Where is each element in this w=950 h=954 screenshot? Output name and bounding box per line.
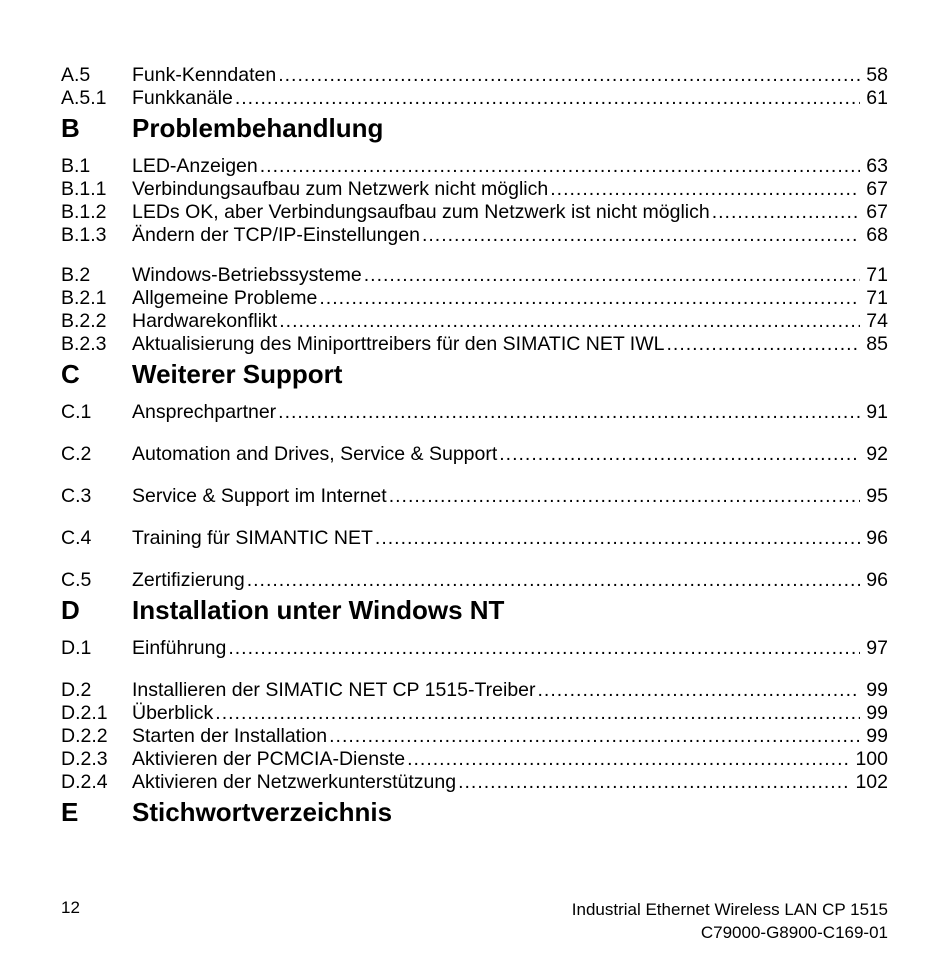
toc-leader-dots	[278, 401, 860, 424]
chapter-heading-b[interactable]	[61, 110, 888, 146]
chapter-title: Problembehandlung	[132, 113, 384, 143]
toc-entry-number: B.2.2	[61, 310, 107, 332]
toc-leader-dots	[499, 443, 860, 466]
chapter-title: Weiterer Support	[132, 359, 343, 389]
toc-leader-dots	[278, 64, 860, 87]
toc-leader-dots	[550, 178, 860, 201]
toc-leader-dots	[319, 287, 860, 310]
toc-entry-title: Funkkanäle	[132, 87, 233, 109]
toc-entry-page: 63	[866, 155, 888, 177]
toc-entry-c4[interactable]	[61, 527, 888, 550]
toc-entry-title: Windows-Betriebssysteme	[132, 264, 362, 286]
toc-entry-d21[interactable]	[61, 702, 888, 725]
toc-entry-title: Service & Support im Internet	[132, 485, 387, 507]
toc-entry-page: 99	[866, 702, 888, 724]
toc-entry-number: B.2	[61, 264, 91, 286]
toc-leader-dots	[329, 725, 860, 748]
toc-entry-number: B.1.2	[61, 201, 107, 223]
chapter-heading-e[interactable]	[61, 794, 888, 830]
toc-entry-title: Installieren der SIMATIC NET CP 1515-Treiber	[132, 679, 536, 701]
footer-product-info	[572, 898, 888, 944]
footer-order-number: C79000-G8900-C169-01	[700, 923, 888, 942]
chapter-title: Installation unter Windows NT	[132, 595, 505, 625]
toc-entry-page: 99	[866, 679, 888, 701]
footer-product-name: Industrial Ethernet Wireless LAN CP 1515	[571, 900, 888, 919]
toc-entry-page: 92	[866, 443, 888, 465]
toc-entry-page: 74	[866, 310, 888, 332]
toc-entry-number: D.1	[61, 637, 92, 659]
toc-entry-number: D.2.4	[61, 771, 108, 793]
toc-entry-title: Starten der Installation	[132, 725, 328, 747]
toc-entry-number: A.5.1	[61, 87, 107, 109]
chapter-letter: D	[61, 595, 80, 625]
toc-leader-dots	[247, 569, 861, 592]
chapter-heading-d[interactable]	[61, 592, 888, 628]
toc-leader-dots	[228, 637, 860, 660]
toc-entry-number: A.5	[61, 64, 91, 86]
chapter-letter: E	[61, 797, 79, 827]
toc-entry-number: B.1	[61, 155, 91, 177]
chapter-letter: B	[61, 113, 80, 143]
toc-entry-page: 99	[866, 725, 888, 747]
toc-entry-title: Allgemeine Probleme	[132, 287, 318, 309]
toc-entry-number: D.2.3	[61, 748, 108, 770]
toc-leader-dots	[712, 201, 861, 224]
toc-entry-title: Training für SIMANTIC NET	[132, 527, 373, 549]
toc-entry-d1[interactable]	[61, 637, 888, 660]
toc-entry-c3[interactable]	[61, 485, 888, 508]
toc-entry-title: Ansprechpartner	[132, 401, 277, 423]
toc-entry-page: 100	[855, 748, 888, 770]
toc-entry-page: 68	[866, 224, 888, 246]
toc-entry-b21[interactable]	[61, 287, 888, 310]
toc-leader-dots	[279, 310, 860, 333]
toc-entry-number: C.4	[61, 527, 92, 549]
toc-entry-page: 85	[866, 333, 888, 355]
toc-entry-title: Ändern der TCP/IP-Einstellungen	[132, 224, 420, 246]
toc-leader-dots	[375, 527, 860, 550]
toc-entry-number: B.2.1	[61, 287, 107, 309]
toc-entry-b2[interactable]	[61, 264, 888, 287]
toc-entry-number: C.2	[61, 443, 92, 465]
toc-entry-title: Einführung	[132, 637, 227, 659]
toc-entry-d23[interactable]	[61, 748, 888, 771]
toc-entry-d24[interactable]	[61, 771, 888, 794]
toc-entry-number: D.2.1	[61, 702, 108, 724]
toc-entry-b13[interactable]	[61, 224, 888, 247]
toc-leader-dots	[364, 264, 861, 287]
toc-entry-title: Aktivieren der PCMCIA-Dienste	[132, 748, 406, 770]
chapter-title: Stichwortverzeichnis	[132, 797, 393, 827]
toc-entry-a5[interactable]	[61, 64, 888, 87]
toc-entry-title: Hardwarekonflikt	[132, 310, 278, 332]
toc-entry-number: C.1	[61, 401, 92, 423]
toc-leader-dots	[407, 748, 849, 771]
toc-entry-title: Überblick	[132, 702, 214, 724]
toc-leader-dots	[458, 771, 849, 794]
toc-entry-b11[interactable]	[61, 178, 888, 201]
toc-entry-page: 97	[866, 637, 888, 659]
toc-leader-dots	[422, 224, 860, 247]
toc-entry-title: Zertifizierung	[132, 569, 245, 591]
toc-entry-number: C.3	[61, 485, 92, 507]
toc-entry-c1[interactable]	[61, 401, 888, 424]
toc-leader-dots	[260, 155, 861, 178]
toc-entry-c2[interactable]	[61, 443, 888, 466]
toc-leader-dots	[538, 679, 861, 702]
toc-entry-title: Automation and Drives, Service & Support	[132, 443, 498, 465]
toc-entry-page: 91	[866, 401, 888, 423]
toc-entry-page: 102	[855, 771, 888, 793]
toc-entry-title: Aktivieren der Netzwerkunterstützung	[132, 771, 457, 793]
toc-entry-b1[interactable]	[61, 155, 888, 178]
chapter-heading-c[interactable]	[61, 356, 888, 392]
toc-entry-page: 96	[866, 527, 888, 549]
toc-entry-page: 58	[866, 64, 888, 86]
toc-leader-dots	[215, 702, 860, 725]
toc-entry-page: 67	[866, 178, 888, 200]
footer-page-number: 12	[61, 898, 80, 917]
toc-entry-a51[interactable]	[61, 87, 888, 110]
toc-entry-d22[interactable]	[61, 725, 888, 748]
toc-entry-b12[interactable]	[61, 201, 888, 224]
toc-entry-c5[interactable]	[61, 569, 888, 592]
toc-entry-number: D.2	[61, 679, 92, 701]
table-of-contents	[61, 64, 888, 830]
chapter-letter: C	[61, 359, 80, 389]
toc-entry-title: LEDs OK, aber Verbindungsaufbau zum Netzwerk ist nicht möglich	[132, 201, 710, 223]
toc-entry-number: B.1.3	[61, 224, 107, 246]
toc-entry-title: Verbindungsaufbau zum Netzwerk nicht möglich	[132, 178, 549, 200]
toc-entry-number: B.2.3	[61, 333, 107, 355]
toc-entry-page: 96	[866, 569, 888, 591]
toc-leader-dots	[389, 485, 861, 508]
toc-entry-number: B.1.1	[61, 178, 107, 200]
toc-entry-page: 61	[866, 87, 888, 109]
toc-entry-number: C.5	[61, 569, 92, 591]
toc-entry-page: 95	[866, 485, 888, 507]
toc-entry-d2[interactable]	[61, 679, 888, 702]
toc-entry-b23[interactable]	[61, 333, 888, 356]
toc-entry-page: 67	[866, 201, 888, 223]
toc-entry-number: D.2.2	[61, 725, 108, 747]
toc-entry-page: 71	[866, 287, 888, 309]
toc-leader-dots	[235, 87, 860, 110]
toc-entry-title: Funk-Kenndaten	[132, 64, 277, 86]
toc-entry-title: LED-Anzeigen	[132, 155, 258, 177]
toc-entry-b22[interactable]	[61, 310, 888, 333]
toc-leader-dots	[666, 333, 860, 356]
toc-entry-title: Aktualisierung des Miniporttreibers für den SIMATIC NET IWL	[132, 333, 665, 355]
toc-entry-page: 71	[866, 264, 888, 286]
